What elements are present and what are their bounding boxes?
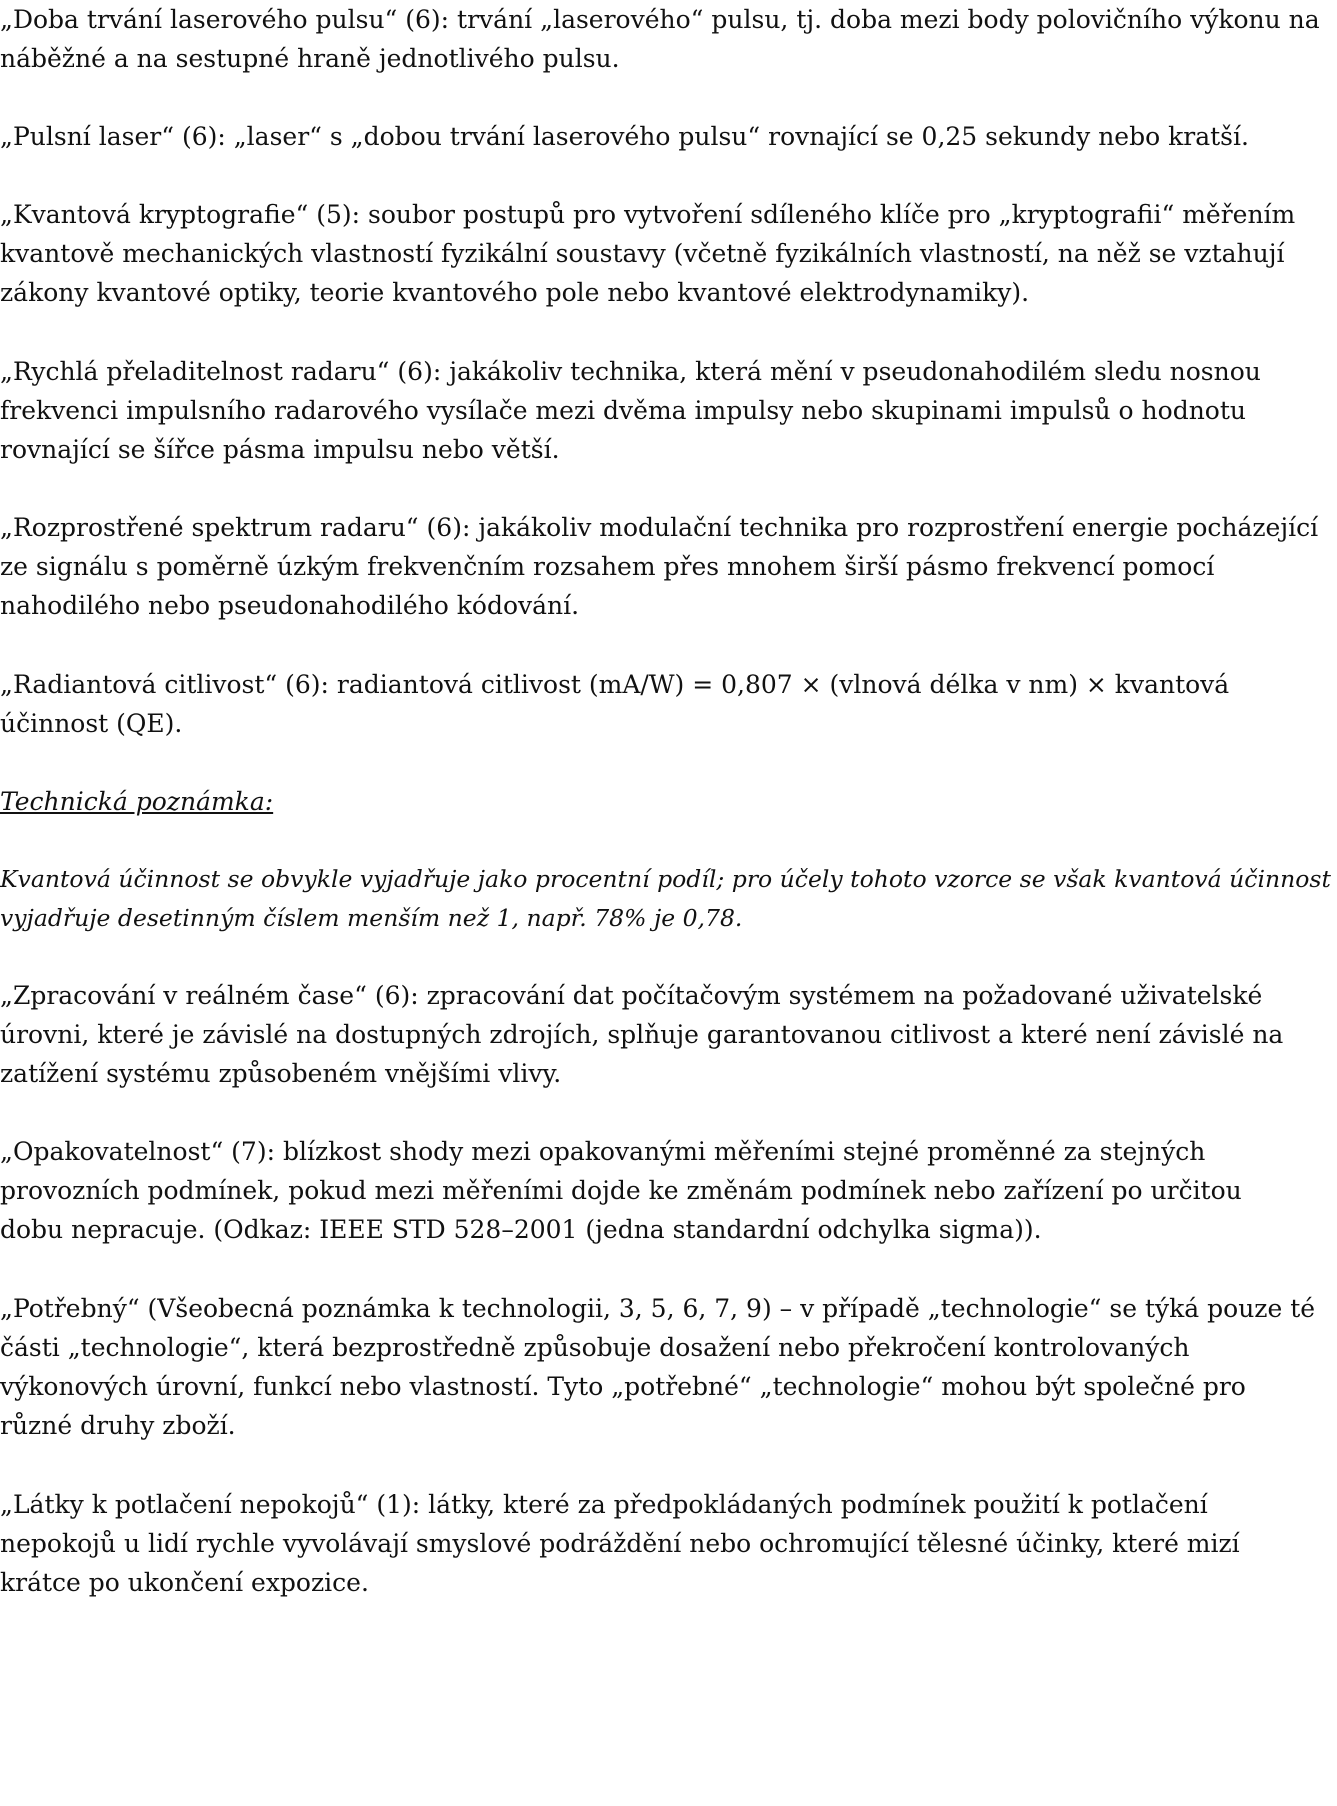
definition-quantum-cryptography: „Kvantová kryptografie“ (5): soubor postupů pro vytvoření sdíleného klíče pro „kryptografii“ měřením kvantově mechanických vlastností fyzikální soustavy (včetně fyzikálních vlastností, na něž se vztahují zákony kvantové optiky, teorie kvantového pole nebo kvantové elektrodynamiky). bbox=[0, 200, 1296, 307]
definition-laser-pulse-duration: „Doba trvání laserového pulsu“ (6): trvání „laserového“ pulsu, tj. doba mezi body polovičního výkonu na náběžné a na sestupné hraně jednotlivého pulsu. bbox=[0, 5, 1320, 73]
definition-radar-spread-spectrum: „Rozprostřené spektrum radaru“ (6): jakákoliv modulační technika pro rozprostření energie pocházející ze signálu s poměrně úzkým frekvenčním rozsahem přes mnohem širší pásmo frekvencí pomocí nahodilého nebo pseudonahodilého kódování. bbox=[0, 513, 1319, 620]
definition-radiant-sensitivity: „Radiantová citlivost“ (6): radiantová citlivost (mA/W) = 0,807 × (vlnová délka v nm) × kvantová účinnost (QE). bbox=[0, 670, 1230, 738]
technical-note-text: Kvantová účinnost se obvykle vyjadřuje jako procentní podíl; pro účely tohoto vzorce se však kvantová účinnost vyjadřuje desetinným číslem menším než 1, např. 78% je 0,78. bbox=[0, 865, 1331, 932]
definition-repeatability: „Opakovatelnost“ (7): blízkost shody mezi opakovanými měřeními stejné proměnné za stejných provozních podmínek, pokud mezi měřeními dojde ke změnám podmínek nebo zařízení po určitou dobu nepracuje. (Odkaz: IEEE STD 528–2001 (jedna standardní odchylka sigma)). bbox=[0, 1137, 1242, 1244]
definition-pulsed-laser: „Pulsní laser“ (6): „laser“ s „dobou trvání laserového pulsu“ rovnající se 0,25 sekundy nebo kratší. bbox=[0, 122, 1249, 151]
technical-note-heading: Technická poznámka: bbox=[0, 787, 274, 816]
definition-radar-frequency-agility: „Rychlá přeladitelnost radaru“ (6): jakákoliv technika, která mění v pseudonahodilém sledu nosnou frekvenci impulsního radarového vysílače mezi dvěma impulsy nebo skupinami impulsů o hodnotu rovnající se šířce pásma impulsu nebo větší. bbox=[0, 357, 1261, 464]
definition-required: „Potřebný“ (Všeobecná poznámka k technologii, 3, 5, 6, 7, 9) – v případě „technologie“ se týká pouze té části „technologie“, která bezprostředně způsobuje dosažení nebo překročení kontrolovaných výkonových úrovní, funkcí nebo vlastností. Tyto „potřebné“ „technologie“ mohou být společné pro různé druhy zboží. bbox=[0, 1294, 1316, 1440]
definition-riot-control-agents: „Látky k potlačení nepokojů“ (1): látky, které za předpokládaných podmínek použití k potlačení nepokojů u lidí rychle vyvolávají smyslové podráždění nebo ochromující tělesné účinky, které mizí krátce po ukončení expozice. bbox=[0, 1490, 1240, 1597]
definition-real-time-processing: „Zpracování v reálném čase“ (6): zpracování dat počítačovým systémem na požadované uživatelské úrovni, které je závislé na dostupných zdrojích, splňuje garantovanou citlivost a které není závislé na zatížení systému způsobeném vnějšími vlivy. bbox=[0, 981, 1284, 1088]
